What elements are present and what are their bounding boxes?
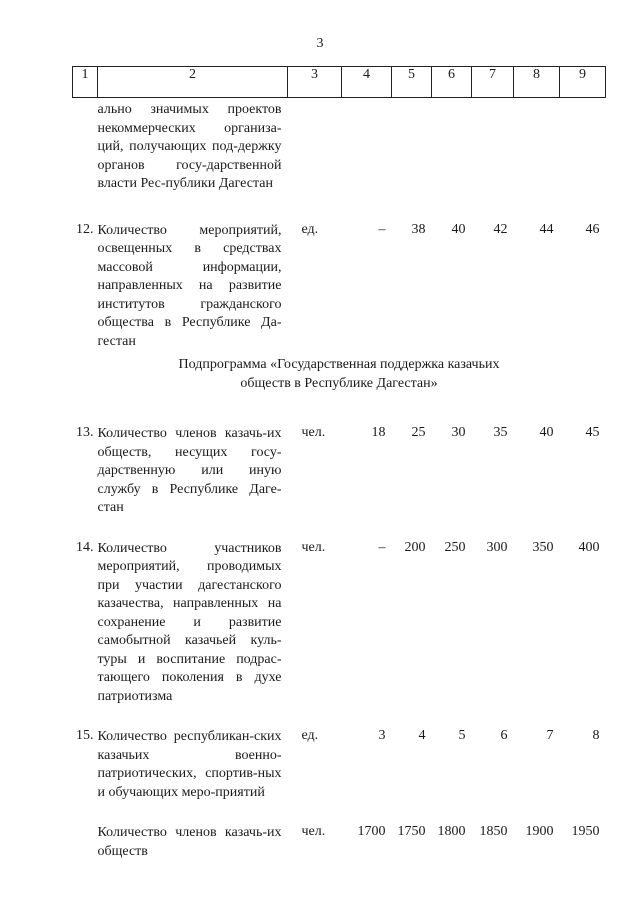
row-number: 15. [76, 728, 94, 743]
value-cell: 400 [578, 539, 600, 555]
indicator-description: Количество членов казачь-их обществ, несущих госу-дарственную или иную службу в Республике Даге-стан [97, 426, 282, 515]
value-cell: 6 [500, 728, 508, 743]
value-cell: 350 [532, 539, 554, 555]
value-cell: 30 [451, 425, 466, 440]
value-cell: 5 [458, 728, 466, 743]
header-cell: 5 [392, 67, 432, 98]
value-cell: 1900 [525, 824, 554, 839]
header-cell: 6 [432, 67, 472, 98]
value-cell: – [378, 539, 386, 555]
value-cell: 25 [411, 425, 426, 440]
value-cell: 44 [539, 221, 554, 237]
row-number: 12. [76, 221, 94, 237]
value-cell: 7 [546, 728, 554, 743]
header-cell: 3 [288, 67, 342, 98]
header-cell: 1 [73, 67, 98, 98]
indicator-description: Количество членов казачь-их обществ [97, 825, 282, 859]
row-number: 14. [76, 539, 94, 555]
table-row [73, 802, 606, 861]
value-cell: 18 [371, 425, 386, 440]
value-cell: 1950 [571, 824, 600, 839]
value-cell: 46 [585, 221, 600, 237]
value-cell: 38 [411, 221, 426, 237]
header-cell: 4 [342, 67, 392, 98]
value-cell: 40 [451, 221, 466, 237]
unit-cell: чел. [301, 539, 326, 555]
value-cell: 42 [493, 221, 508, 237]
row-number [73, 802, 98, 861]
value-cell: 4 [418, 728, 426, 743]
value-cell: 8 [592, 728, 600, 743]
continuation-row [73, 98, 606, 194]
table-row [73, 706, 606, 802]
value-cell: 1700 [357, 824, 386, 839]
unit-cell: ед. [301, 728, 319, 743]
table-row [73, 399, 606, 518]
unit-cell: ед. [301, 221, 319, 237]
row-number: 13. [76, 425, 94, 440]
header-cell: 2 [98, 67, 288, 98]
value-cell: 35 [493, 425, 508, 440]
continuation-text: ально значимых проектов некоммерческих организа-ций, получающих под-держку органов госу-дарственной власти Рес-публики Дагестан [97, 102, 282, 191]
header-cell: 7 [472, 67, 514, 98]
value-cell: 200 [404, 539, 426, 555]
page-number: 3 [316, 36, 324, 51]
indicator-description: Количество участников мероприятий, проводимых при участии дагестанского казачества, направленных на сохранение и развитие самобытной казачьей куль-туры и воспитание подрас-тающего поколения в духе патриотизма [97, 540, 282, 704]
header-cell: 9 [560, 67, 606, 98]
table-row [73, 518, 606, 707]
value-cell: 1850 [479, 824, 508, 839]
value-cell: 250 [444, 539, 466, 555]
value-cell: 1750 [397, 824, 426, 839]
header-cell: 8 [514, 67, 560, 98]
subprogram-title: Подпрограмма «Государственная поддержка казачьих обществ в Республике Дагестан» [178, 357, 500, 391]
value-cell: – [378, 221, 386, 237]
indicator-description: Количество мероприятий, освещенных в средствах массовой информации, направленных на развитие институтов гражданского общества в Республике Да-гестан [97, 222, 282, 349]
value-cell: 1800 [437, 824, 466, 839]
unit-cell: чел. [301, 425, 326, 440]
value-cell: 3 [378, 728, 386, 743]
unit-cell: чел. [301, 824, 326, 839]
indicators-table [72, 66, 606, 861]
value-cell: 40 [539, 425, 554, 440]
value-cell: 45 [585, 425, 600, 440]
subprogram-row [73, 351, 606, 399]
table-header-row [73, 67, 606, 98]
indicator-description: Количество республикан-ских казачьих военно-патриотических, спортив-ных и обучающих меро-приятий [97, 729, 282, 800]
table-row [73, 194, 606, 352]
value-cell: 300 [486, 539, 508, 555]
